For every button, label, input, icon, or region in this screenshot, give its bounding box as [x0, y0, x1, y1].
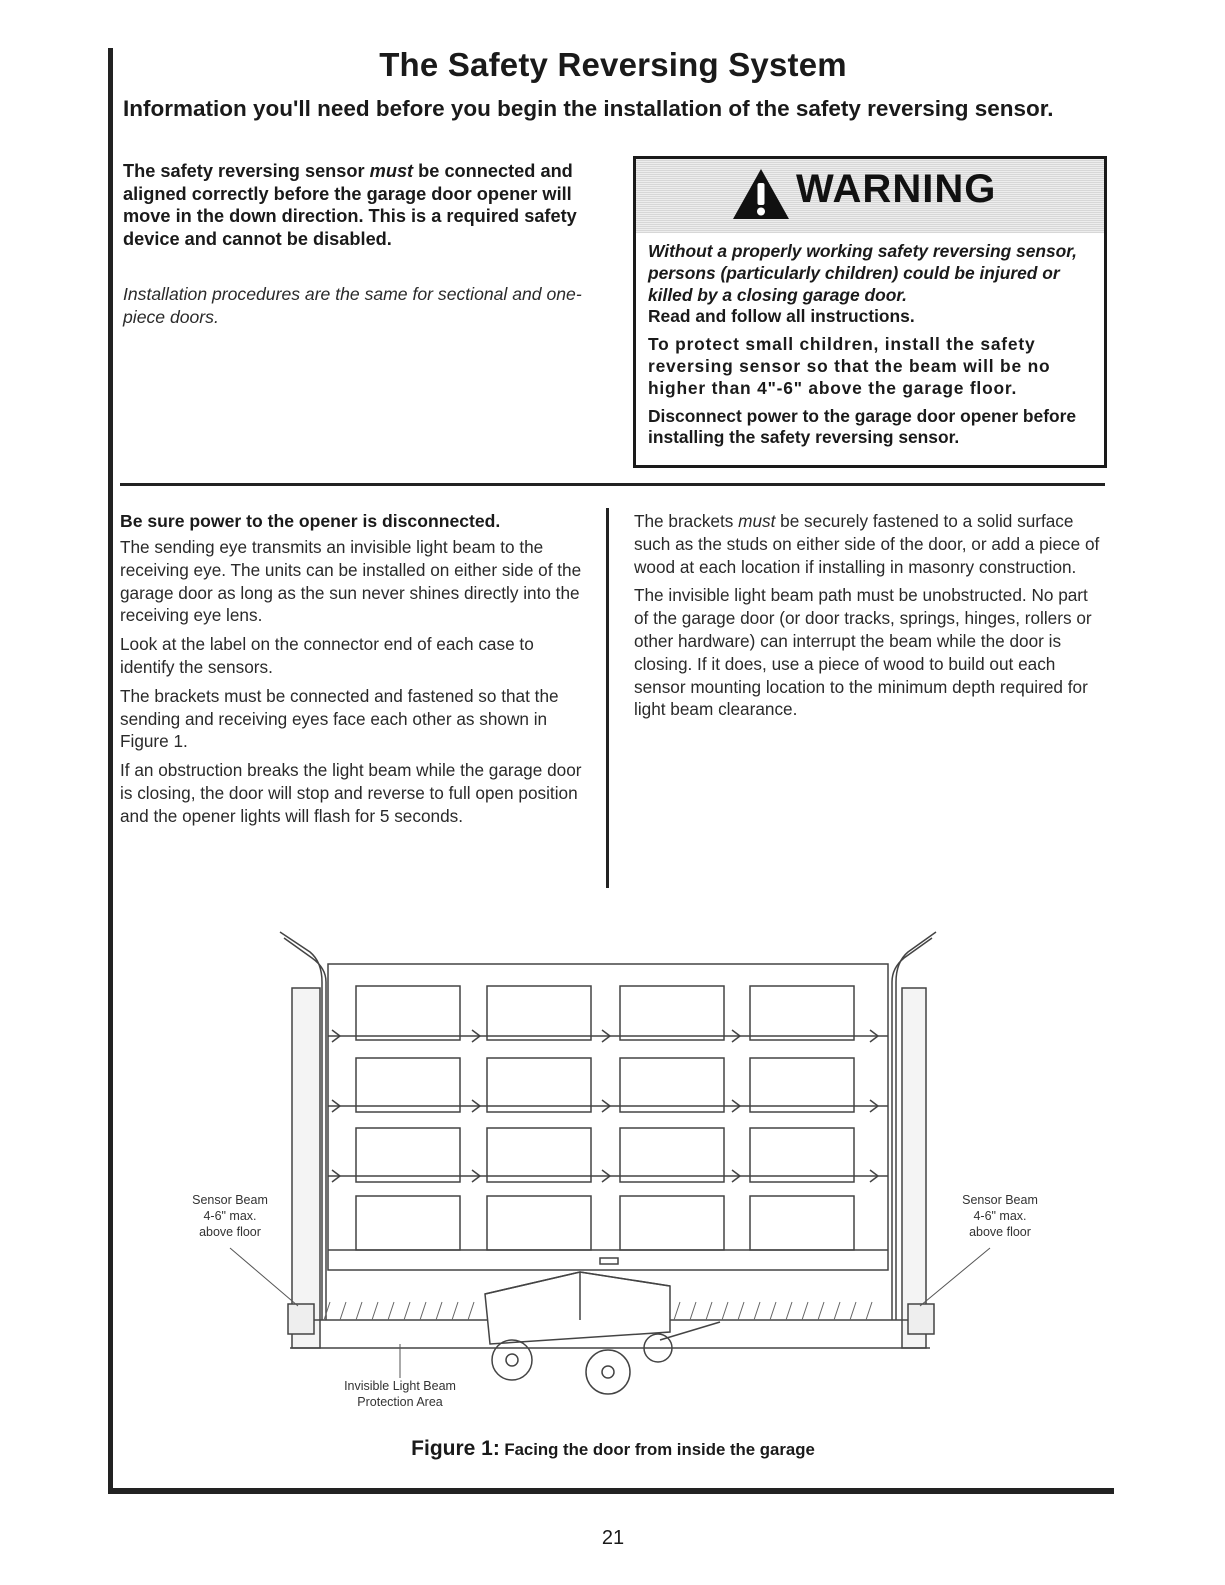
left-sensor-label [160, 1192, 300, 1240]
caption-text: Facing the door from inside the garage [504, 1440, 815, 1459]
beam-label-line: Invisible Light Beam [344, 1379, 456, 1393]
beam-area-label [330, 1378, 470, 1410]
warning-title: WARNING [796, 167, 997, 211]
right-label-line: 4-6" max. [973, 1209, 1027, 1223]
right-column [634, 510, 1104, 727]
left-column [120, 510, 590, 834]
warning-paragraph-3: Disconnect power to the garage door opener before installing the safety reversing sensor. [648, 405, 1077, 448]
right-text-a: The brackets [634, 511, 739, 531]
section-divider [120, 483, 1105, 486]
right-paragraph [634, 510, 1104, 578]
warning-paragraph-1: Without a properly working safety reversing sensor, persons (particularly children) could be injured or killed by a closing garage door. [648, 241, 1077, 305]
column-divider [606, 508, 609, 888]
right-label-line: Sensor Beam [962, 1193, 1038, 1207]
warning-paragraph-1b: Read and follow all instructions. [648, 306, 915, 327]
page-number: 21 [601, 1527, 625, 1549]
left-label-line: above floor [199, 1225, 261, 1239]
warning-triangle-icon [731, 167, 791, 221]
left-column-heading: Be sure power to the opener is disconnected. [120, 511, 501, 531]
figure-garage-door [160, 920, 1060, 1420]
warning-body [648, 241, 1096, 455]
left-paragraph: If an obstruction breaks the light beam while the garage door is closing, the door will stop and reverse to full open position and the opener lights will flash for 5 seconds. [120, 760, 582, 826]
page-title: The Safety Reversing System [379, 46, 847, 83]
warning-paragraph-2: To protect small children, install the safety reversing sensor so that the beam will be no higher than 4"-6" above the garage floor. [648, 334, 1051, 398]
page-subtitle: Information you'll need before you begin the installation of the safety reversing sensor. [123, 96, 1054, 121]
caption-number: Figure 1: [411, 1437, 500, 1460]
intro-emphasis: must [369, 161, 414, 181]
intro-note: Installation procedures are the same for sectional and one-piece doors. [123, 284, 582, 327]
right-sensor-label [930, 1192, 1070, 1240]
left-margin-rule [108, 48, 113, 1492]
warning-header [636, 159, 1104, 233]
left-paragraph: The sending eye transmits an invisible light beam to the receiving eye. The units can be installed on either side of the garage door as long as the sun never shines directly into the receiving eye lens. [120, 537, 582, 626]
bottom-rule [108, 1488, 1114, 1494]
right-paragraph: The invisible light beam path must be unobstructed. No part of the garage door (or door tracks, springs, hinges, rollers or other hardware) can interrupt the beam while the door is closing. If it does, use a piece of wood to build out each sensor mounting location to the minimum depth required for light beam clearance. [634, 585, 1092, 720]
garage-door-illustration [160, 920, 1060, 1420]
right-emphasis: must [738, 511, 776, 531]
left-label-line: Sensor Beam [192, 1193, 268, 1207]
intro-paragraph [123, 160, 603, 250]
left-paragraph: The brackets must be connected and fastened so that the sending and receiving eyes face each other as shown in Figure 1. [120, 685, 559, 752]
right-label-line: above floor [969, 1225, 1031, 1239]
left-label-line: 4-6" max. [203, 1209, 257, 1223]
left-paragraph: Look at the label on the connector end of each case to identify the sensors. [120, 634, 534, 677]
warning-box [633, 156, 1107, 468]
right-text-b: be securely fastened to a solid surface such as the studs on either side of the door, or add a piece of wood at each location if installing in masonry construction. [634, 511, 1100, 577]
figure-caption [113, 1437, 1113, 1461]
intro-text-b: be connected and aligned correctly before the garage door opener will move in the down direction. This is a required safety device and cannot be disabled. [123, 161, 577, 249]
beam-label-line: Protection Area [357, 1395, 443, 1409]
intro-text-a: The safety reversing sensor [123, 161, 370, 181]
